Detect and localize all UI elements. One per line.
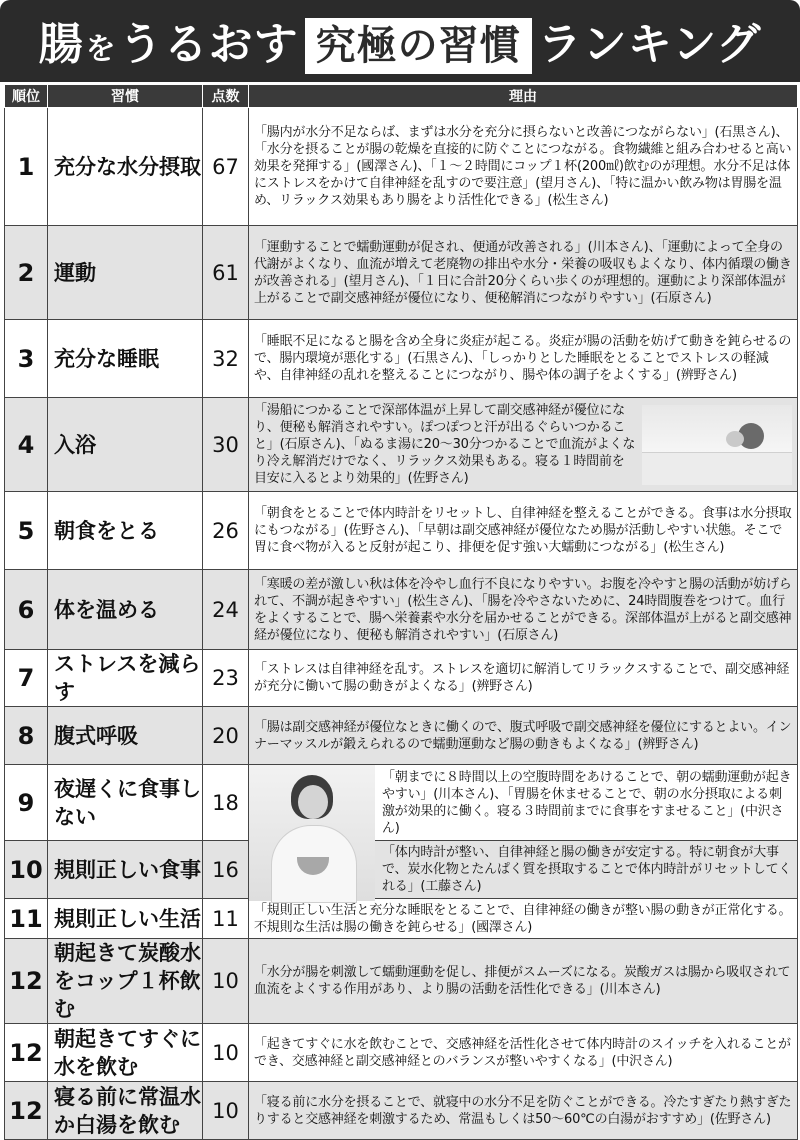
points-cell: 24	[203, 570, 249, 650]
table-row	[5, 707, 798, 765]
reason-cell: 「規則正しい生活と充分な睡眠をとることで、自律神経の働きが整い腸の動きが正常化する。不規則な生活は腸の働きを鈍らせる」(國澤さん)	[249, 899, 798, 939]
rank-cell: 6	[5, 570, 48, 650]
title-text-1: 腸	[38, 19, 84, 70]
reason-cell: 「運動することで蠕動運動が促され、便通が改善される」(川本さん)、「運動によって全身の代謝がよくなり、血流が増えて老廃物の排出や水分・栄養の吸収もよくなり、体内循環の働きが改善される」(望月さん)、「１日に合計20分くらい歩くのが理想的。運動により深部体温が上がることで副交感神経が優位になり、便秘解消につながりやすい」(石原さん)	[249, 226, 798, 320]
table-row	[5, 899, 798, 939]
rank-cell: 7	[5, 650, 48, 707]
rank-cell: 10	[5, 841, 48, 899]
table-row	[5, 1024, 798, 1082]
header-points: 点数	[203, 85, 249, 108]
title-text-4: ランキング	[537, 19, 762, 70]
points-cell: 67	[203, 108, 249, 226]
points-cell: 32	[203, 320, 249, 398]
habit-cell: 充分な水分摂取	[48, 108, 203, 226]
table-row	[5, 226, 798, 320]
reason-cell: 「朝食をとることで体内時計をリセットし、自律神経を整えることができる。食事は水分摂取にもつながる」(佐野さん)、「早朝は副交感神経が優位なため腸が活動しやすい状態。そこで胃に食べ物が入ると反射が起こり、排便を促す強い大蠕動につながる」(松生さん)	[249, 492, 798, 570]
points-cell: 10	[203, 939, 249, 1024]
points-cell: 26	[203, 492, 249, 570]
habit-cell: 運動	[48, 226, 203, 320]
header-habit: 習慣	[48, 85, 203, 108]
points-cell: 61	[203, 226, 249, 320]
reason-text: 「湯船につかることで深部体温が上昇して副交感神経が優位になり、便秘も解消されやすい。ぽつぽつと汗が出るぐらいつかること」(石原さん)、「ぬるま湯に20～30分つかることで血流がよくなり冷え解消だけでなく、リラックス効果もある。寝る１時間前を目安に入るとより効果的」(佐野さん)	[254, 403, 636, 486]
table-row	[5, 650, 798, 707]
points-cell: 20	[203, 707, 249, 765]
title-text-3: うるおす	[118, 19, 299, 70]
points-cell: 18	[203, 765, 249, 841]
reason-cell	[249, 765, 798, 841]
habit-cell: 規則正しい生活	[48, 899, 203, 939]
habit-cell: 夜遅くに食事しない	[48, 765, 203, 841]
reason-cell	[249, 398, 798, 492]
habit-cell: 腹式呼吸	[48, 707, 203, 765]
table-row	[5, 765, 798, 841]
bathing-woman-photo	[642, 405, 792, 485]
rank-cell: 1	[5, 108, 48, 226]
points-cell: 10	[203, 1082, 249, 1140]
habit-cell: 規則正しい食事	[48, 841, 203, 899]
table-row	[5, 1082, 798, 1140]
table-row	[5, 108, 798, 226]
rank-cell: 12	[5, 1024, 48, 1082]
table-row	[5, 939, 798, 1024]
ranking-table	[4, 84, 798, 1140]
reason-cell: 「寒暖の差が激しい秋は体を冷やし血行不良になりやすい。お腹を冷やすと腸の活動が妨げられて、不調が起きやすい」(松生さん)、「腸を冷やさないために、24時間腹巻をつけて。血行をよくすることで、腸へ栄養素や水分を届かせることができる。深部体温が上がると副交感神経が優位になり、便秘も解消されやすい」(石原さん)	[249, 570, 798, 650]
header-rank: 順位	[5, 85, 48, 108]
points-cell: 10	[203, 1024, 249, 1082]
rank-cell: 5	[5, 492, 48, 570]
habit-cell: 充分な睡眠	[48, 320, 203, 398]
reason-cell: 「寝る前に水分を摂ることで、就寝中の水分不足を防ぐことができる。冷たすぎたり熱すぎたりすると交感神経を刺激するため、常温もしくは50～60℃の白湯がおすすめ」(佐野さん)	[249, 1082, 798, 1140]
rank-cell: 9	[5, 765, 48, 841]
rank-cell: 2	[5, 226, 48, 320]
reason-cell: 「腸は副交感神経が優位なときに働くので、腹式呼吸で副交感神経を優位にするとよい。インナーマッスルが鍛えられるので蠕動運動など腸の動きもよくなる」(辨野さん)	[249, 707, 798, 765]
reason-cell: 「起きてすぐに水を飲むことで、交感神経を活性化させて体内時計のスイッチを入れることができ、交感神経と副交感神経とのバランスが整いやすくなる」(中沢さん)	[249, 1024, 798, 1082]
table-row	[5, 492, 798, 570]
habit-cell: ストレスを減らす	[48, 650, 203, 707]
rank-cell: 12	[5, 1082, 48, 1140]
table-header-row	[5, 85, 798, 108]
eating-woman-photo	[249, 765, 375, 901]
table-row	[5, 570, 798, 650]
points-cell: 23	[203, 650, 249, 707]
title-text-2: を	[85, 32, 117, 67]
page-title	[39, 8, 762, 74]
rank-cell: 3	[5, 320, 48, 398]
rank-cell: 8	[5, 707, 48, 765]
habit-cell: 体を温める	[48, 570, 203, 650]
habit-cell: 寝る前に常温水か白湯を飲む	[48, 1082, 203, 1140]
points-cell: 30	[203, 398, 249, 492]
habit-cell: 入浴	[48, 398, 203, 492]
title-bar	[0, 0, 800, 82]
table-row	[5, 320, 798, 398]
reason-cell: 「水分が腸を刺激して蠕動運動を促し、排便がスムーズになる。炭酸ガスは腸から吸収されて血流をよくする作用があり、より腸の活動を活性化できる」(川本さん)	[249, 939, 798, 1024]
habit-cell: 朝起きてすぐに水を飲む	[48, 1024, 203, 1082]
rank-cell: 4	[5, 398, 48, 492]
reason-cell: 「腸内が水分不足ならば、まずは水分を充分に摂らないと改善につながらない」(石黒さん)、「水分を摂ることが腸の乾燥を直接的に防ぐことにつながる。食物繊維と組み合わせると高い効果を発揮する」(國澤さん)、「１～２時間にコップ１杯(200㎖)飲むのが理想。水分不足は体にストレスをかけて自律神経を乱すので要注意」(望月さん)、「特に温かい飲み物は胃腸を温め、リラックス効果もあり腸をより活性化できる」(松生さん)	[249, 108, 798, 226]
reason-cell: 「睡眠不足になると腸を含め全身に炎症が起こる。炎症が腸の活動を妨げて動きを鈍らせるので、腸内環境が悪化する」(石黒さん)、「しっかりとした睡眠をとることでストレスの軽減や、自律神経の乱れを整えることにつながり、腸や体の調子をよくする」(辨野さん)	[249, 320, 798, 398]
table-row	[5, 841, 798, 899]
points-cell: 11	[203, 899, 249, 939]
header-reason: 理由	[249, 85, 798, 108]
reason-text: 「体内時計が整い、自律神経と腸の働きが安定する。特に朝食が大事で、炭水化物とたんぱく質を摂取することで体内時計がリセットしてくれる」(工藤さん)	[382, 845, 792, 894]
habit-cell: 朝起きて炭酸水をコップ１杯飲む	[48, 939, 203, 1024]
title-boxed-text: 究極の習慣	[305, 18, 532, 74]
table-row	[5, 398, 798, 492]
rank-cell: 12	[5, 939, 48, 1024]
reason-text: 「朝までに８時間以上の空腹時間をあけることで、朝の蠕動運動が起きやすい」(川本さん)、「胃腸を休ませることで、朝の水分摂取による刺激が効果的に働く。寝る３時間前までに食事をすませること」(中沢さん)	[382, 769, 792, 836]
reason-cell: 「ストレスは自律神経を乱す。ストレスを適切に解消してリラックスすることで、副交感神経が充分に働いて腸の動きがよくなる」(辨野さん)	[249, 650, 798, 707]
points-cell: 16	[203, 841, 249, 899]
habit-cell: 朝食をとる	[48, 492, 203, 570]
rank-cell: 11	[5, 899, 48, 939]
